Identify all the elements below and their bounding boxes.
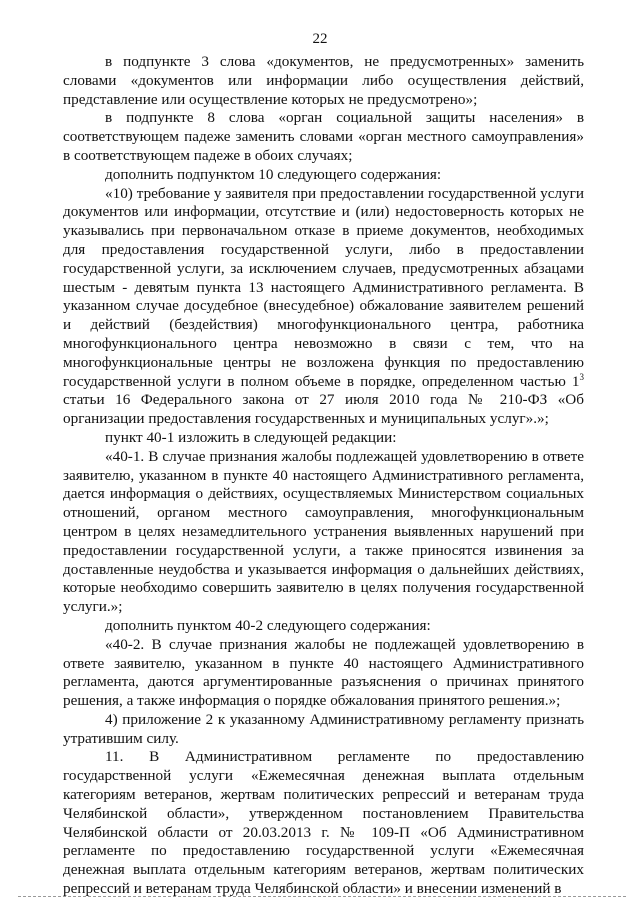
footnote-superscript: 3 bbox=[579, 371, 584, 382]
paragraph: 11. В Административном регламенте по предоставлению государственной услуги «Ежемесячная денежная выплата отдельным категориям ветеранов, жертвам политических репрессий и ветеранам труда Челябинской области», утвержденном постановлением Правительства Челябинской области от 20.03.2013 г. № 109-П «Об Административном регламенте по предоставлению государственной услуги «Ежемесячная денежная выплата отдельным категориям ветеранов, жертвам политических репрессий и ветеранам труда Челябинской области» и внесении изменений в bbox=[63, 748, 584, 898]
paragraph: 4) приложение 2 к указанному Административному регламенту признать утратившим силу. bbox=[63, 710, 584, 747]
paragraph-with-footnote bbox=[63, 185, 584, 429]
paragraph: дополнить пунктом 40-2 следующего содержания: bbox=[105, 616, 431, 634]
paragraph: пункт 40-1 изложить в следующей редакции: bbox=[105, 428, 397, 446]
paragraph: дополнить подпунктом 10 следующего содержания: bbox=[105, 165, 442, 183]
paragraph: в подпункте 8 слова «орган социальной защиты населения» в соответствующем падеже заменить словами «орган местного самоуправления» в соответствующем падеже в обоих случаях; bbox=[63, 109, 584, 164]
document-body bbox=[63, 53, 584, 899]
page-bottom-divider bbox=[18, 896, 626, 898]
page-number: 22 bbox=[312, 31, 328, 47]
paragraph: «40-2. В случае признания жалобы не подлежащей удовлетворению в ответе заявителю, указанном в пункте 40 настоящего Административного регламента, даются аргументированные разъяснения о причинах принятого решения, а также информация о порядке обжалования принятого решения.»; bbox=[63, 635, 584, 710]
paragraph: «40-1. В случае признания жалобы подлежащей удовлетворению в ответе заявителю, указанном в пункте 40 настоящего Административного регламента, дается информация о действиях, осуществляемых Министерством социальных отношений, органом местного самоуправления, многофункциональным центром в целях незамедлительного устранения выявленных нарушений при предоставлении государственной услуги, а также приносятся извинения за доставленные неудобства и указывается информация о дальнейших действиях, которые необходимо совершить заявителю в целях получения государственной услуги.»; bbox=[63, 447, 584, 616]
paragraph-text-tail: статьи 16 Федерального закона от 27 июля 2010 года № 210-ФЗ «Об организации предоставления государственных и муниципальных услуг».»; bbox=[63, 391, 584, 428]
paragraph: в подпункте 3 слова «документов, не предусмотренных» заменить словами «документов или информации либо осуществления действий, представление или осуществление которых не предусмотрено»; bbox=[63, 53, 584, 108]
paragraph-text: «10) требование у заявителя при предоставлении государственной услуги документов или информации, отсутствие и (или) недостоверность которых не указывались при первоначальном отказе в приеме документов, необходимых для предоставления государственной услуги, либо в предоставлении государственной услуги, за исключением случаев, предусмотренных абзацами шестым - девятым пункта 13 настоящего Административного регламента. В указанном случае досудебное (внесудебное) обжалование заявителем решений и действий (бездействия) многофункционального центра, работника многофункционального центра невозможно в связи с тем, что на многофункциональные центры не возложена функция по предоставлению государственной услуги в полном объеме в порядке, определенном частью 1 bbox=[63, 184, 584, 390]
